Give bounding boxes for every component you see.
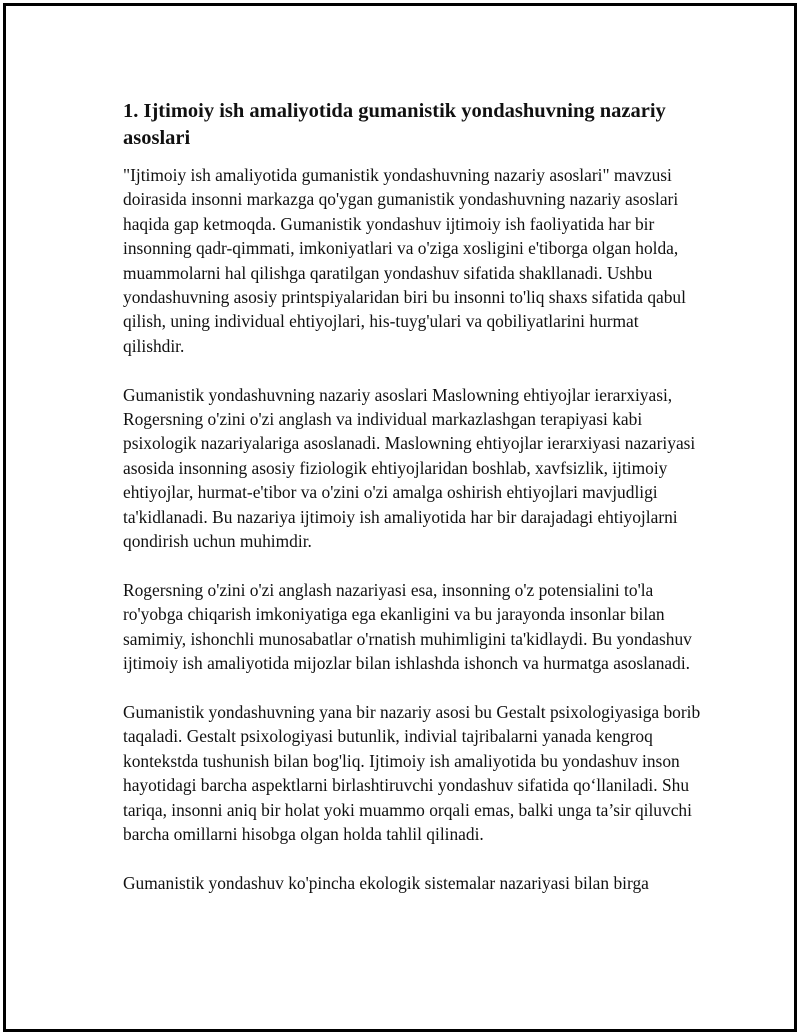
document-title: 1. Ijtimoiy ish amaliyotida gumanistik yondashuvning nazariy asoslari bbox=[123, 100, 666, 149]
paragraph-5: Gumanistik yondashuv ko'pincha ekologik sistemalar nazariyasi bilan birga bbox=[123, 872, 649, 893]
paragraph-4: Gumanistik yondashuvning yana bir nazariy asosi bu Gestalt psixologiyasiga borib taqaladi. Gestalt psixologiyasi butunlik, indivial tajribalarni yanada kengroq kontekstda tushunish bilan bog'liq. Ijtimoiy ish amaliyotida bu yondashuv inson hayotidagi barcha aspektlarni birlashtiruvchi yondashuv sifatida qo‘llaniladi. Shu tariqa, insonni aniq bir holat yoki muammo orqali emas, balki unga ta’sir qiluvchi barcha omillarni hisobga olgan holda tahlil qilinadi. bbox=[123, 701, 701, 844]
paragraph-1: "Ijtimoiy ish amaliyotida gumanistik yondashuvning nazariy asoslari" mavzusi doirasida insonni markazga qo'ygan gumanistik yondashuvning nazariy asoslari haqida gap ketmoqda. Gumanistik yondashuv ijtimoiy ish faoliyatida har bir insonning qadr-qimmati, imkoniyatlari va o'ziga xosligini e'tiborga olgan holda, muammolarni hal qilishga qaratilgan yondashuv sifatida shakllanadi. Ushbu yondashuvning asosiy printspiyalaridan biri bu insonni to'liq shaxs sifatida qabul qilish, uning individual ehtiyojlari, his-tuyg'ulari va qobiliyatlarini hurmat qilishdir. bbox=[123, 165, 686, 356]
paragraph-3: Rogersning o'zini o'zi anglash nazariyasi esa, insonning o'z potensialini to'la ro'yobga chiqarish imkoniyatiga ega ekanligini va bu jarayonda insonlar bilan samimiy, ishonchli munosabatlar o'rnatish muhimligini ta'kidlaydi. Bu yondashuv ijtimoiy ish amaliyotida mijozlar bilan ishlashda ishonch va hurmatga asoslanadi. bbox=[123, 579, 692, 674]
page-frame bbox=[3, 3, 797, 1032]
document-body bbox=[123, 98, 703, 920]
paragraph-2: Gumanistik yondashuvning nazariy asoslari Maslowning ehtiyojlar ierarxiyasi, Rogersning o'zini o'zi anglash va individual markazlashgan terapiyasi kabi psixologik nazariyalariga asoslanadi. Maslowning ehtiyojlar ierarxiyasi nazariyasi asosida insonning asosiy fiziologik ehtiyojlaridan boshlab, xavfsizlik, ijtimoiy ehtiyojlar, hurmat-e'tibor va o'zini o'zi amalga oshirish ehtiyojlari mavjudligi ta'kidlanadi. Bu nazariya ijtimoiy ish amaliyotida har bir darajadagi ehtiyojlarni qondirish uchun muhimdir. bbox=[123, 384, 696, 552]
